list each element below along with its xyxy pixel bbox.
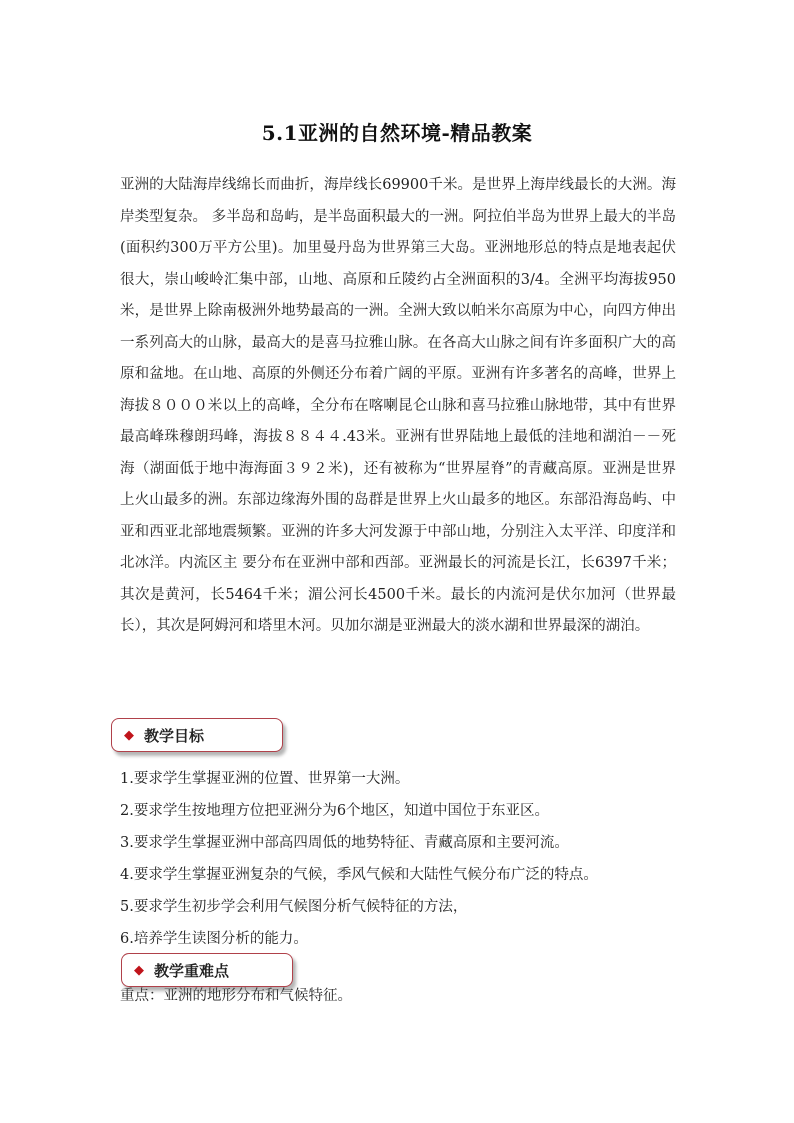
goal-item: 3.要求学生掌握亚洲中部高四周低的地势特征、青藏高原和主要河流。 xyxy=(120,835,569,851)
goal-item: 5.要求学生初步学会利用气候图分析气候特征的方法， xyxy=(120,899,468,915)
intro-paragraph: 亚洲的大陆海岸线绵长而曲折，海岸线长69900千米。是世界上海岸线最长的大洲。海岸类型复杂。 多半岛和岛屿，是半岛面积最大的一洲。阿拉伯半岛为世界上最大的半岛(面积约300万平方公里)。加里曼丹岛为世界第三大岛。亚洲地形总的特点是地表起伏很大，崇山峻岭汇集中部，山地、高原和丘陵约占全洲面积的3/4。全洲平均海拔950米，是世界上除南极洲外地势最高的一洲。全洲大致以帕米尔高原为中心，向四方伸出一系列高大的山脉，最高大的是喜马拉雅山脉。在各高大山脉之间有许多面积广大的高原和盆地。在山地、高原的外侧还分布着广阔的平原。亚洲有许多著名的高峰，世界上海拔８０００米以上的高峰，全分布在喀喇昆仑山脉和喜马拉雅山脉地带，其中有世界最高峰珠穆朗玛峰，海拔８８４４.43米。亚洲有世界陆地上最低的洼地和湖泊－－死海（湖面低于地中海海面３９２米)，还有被称为“世界屋脊”的青藏高原。亚洲是世界上火山最多的洲。东部边缘海外围的岛群是世界上火山最多的地区。东部沿海岛屿、中亚和西亚北部地震频繁。亚洲的许多大河发源于中部山地，分别注入太平洋、印度洋和北冰洋。内流区主 要分布在亚洲中部和西部。亚洲最长的河流是长江，长6397千米；其次是黄河，长5464千米；湄公河长4500千米。最长的内流河是伏尔加河（世界最长），其次是阿姆河和塔里木河。贝加尔湖是亚洲最大的淡水湖和世界最深的湖泊。 xyxy=(120,177,676,634)
diamond-icon: ◆ xyxy=(134,962,144,978)
goal-item: 1.要求学生掌握亚洲的位置、世界第一大洲。 xyxy=(120,771,410,787)
goal-list xyxy=(120,763,680,955)
goal-item: 6.培养学生读图分析的能力。 xyxy=(120,931,308,947)
page-title: 5.1亚洲的自然环境-精品教案 xyxy=(261,121,533,146)
goal-item: 2.要求学生按地理方位把亚洲分为6个地区，知道中国位于东亚区。 xyxy=(120,803,550,819)
section-label-key-points: 教学重难点 xyxy=(154,961,230,980)
section-badge-goals xyxy=(111,718,283,752)
key-points-text: 重点：亚洲的地形分布和气候特征。 xyxy=(120,988,352,1004)
section-label-goals: 教学目标 xyxy=(144,726,205,745)
goal-item: 4.要求学生掌握亚洲复杂的气候，季风气候和大陆性气候分布广泛的特点。 xyxy=(120,867,598,883)
section-badge-key-points xyxy=(121,953,293,987)
diamond-icon: ◆ xyxy=(124,727,134,743)
